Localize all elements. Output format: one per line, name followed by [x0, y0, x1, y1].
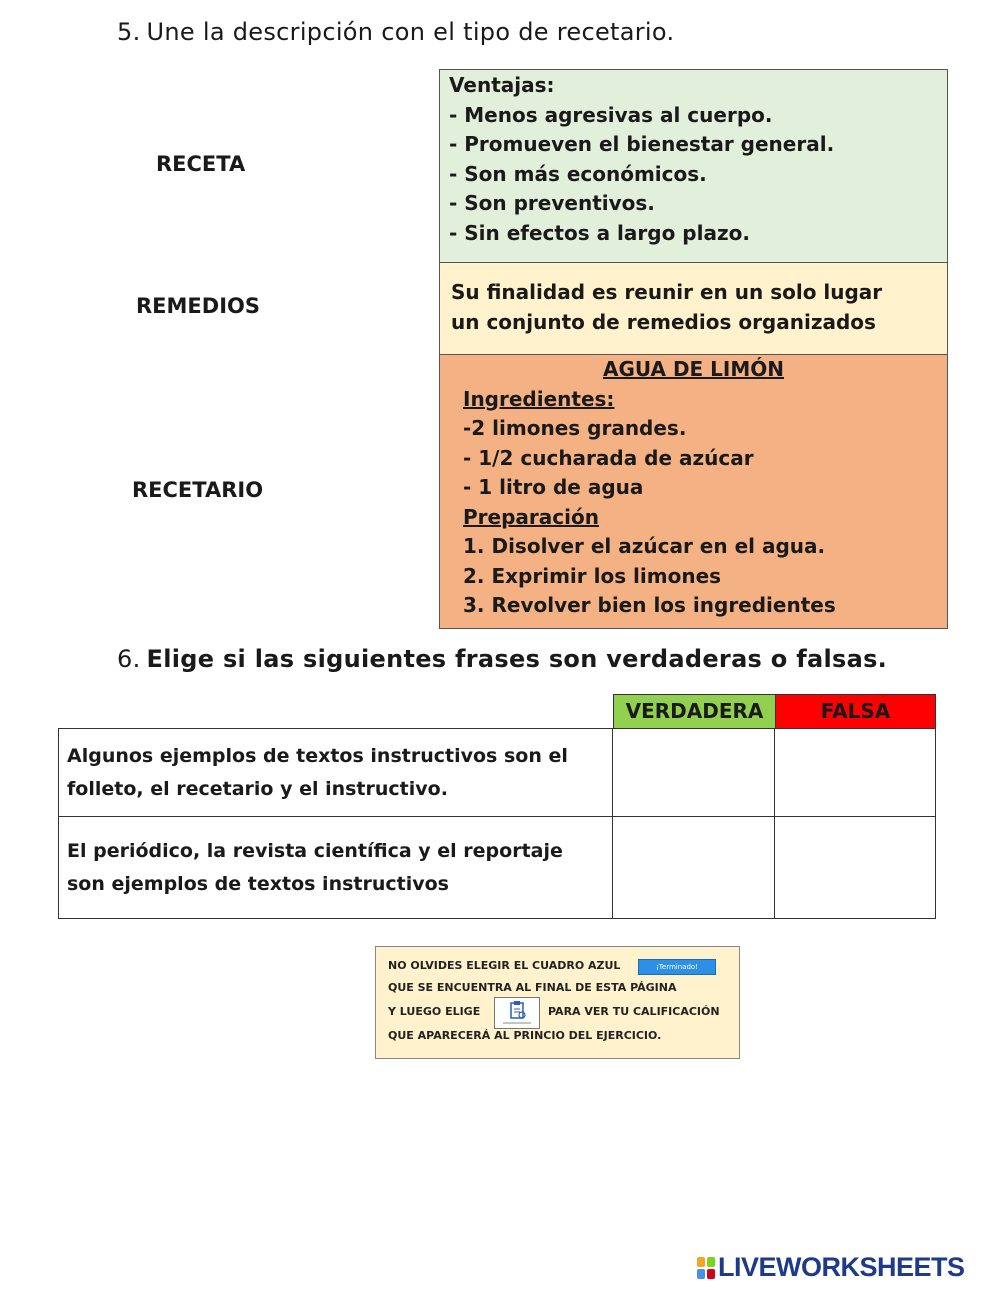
note-line-2: QUE SE ENCUENTRA AL FINAL DE ESTA PÁGINA: [388, 981, 677, 994]
description-box-advantages[interactable]: [439, 69, 948, 263]
liveworksheets-logo: [697, 1252, 965, 1283]
description-box-purpose[interactable]: [439, 262, 948, 355]
ingredient-item: -2 limones grandes.: [463, 416, 687, 440]
section5-heading: [117, 18, 674, 46]
preparation-heading: Preparación: [463, 504, 599, 529]
ingredient-item: - 1/2 cucharada de azúcar: [463, 445, 754, 470]
table-row: [59, 729, 936, 817]
purpose-line: Su finalidad es reunir en un solo lugar: [451, 280, 883, 304]
section5-title: Une la descripción con el tipo de recetario.: [146, 18, 675, 46]
clipboard-grade-icon: [494, 997, 540, 1029]
preparation-step: 3. Revolver bien los ingredientes: [463, 593, 836, 617]
section6-number: 6.: [117, 645, 141, 673]
recipe-title: AGUA DE LIMÓN: [602, 357, 784, 381]
preparation-step: 2. Exprimir los limones: [463, 563, 722, 588]
table-row: [59, 817, 936, 919]
term-recetario[interactable]: RECETARIO: [132, 478, 264, 502]
answer-false-2[interactable]: [775, 817, 936, 919]
true-false-table: [58, 728, 936, 919]
note-line-4: QUE APARECERÁ AL PRINCIO DEL EJERCICIO.: [388, 1029, 662, 1042]
preparation-step: 1. Disolver el azúcar en el agua.: [463, 534, 826, 558]
section5-number: 5.: [117, 18, 141, 46]
term-receta[interactable]: RECETA: [156, 152, 246, 176]
purpose-line: un conjunto de remedios organizados: [451, 309, 876, 334]
finish-button-sample: ¡Terminado!: [638, 959, 716, 975]
advantage-item: - Son más económicos.: [449, 161, 707, 186]
answer-true-1[interactable]: [613, 729, 775, 817]
note-line-3b: PARA VER TU CALIFICACIÓN: [548, 1005, 720, 1018]
brand-name: LIVEWORKSHEETS: [718, 1252, 965, 1282]
reminder-note: [375, 946, 740, 1059]
statement-cell: Algunos ejemplos de textos instructivos son el folleto, el recetario y el instructivo.: [59, 729, 613, 817]
term-remedios[interactable]: REMEDIOS: [136, 294, 260, 318]
advantage-item: - Son preventivos.: [449, 191, 655, 215]
note-line-1: NO OLVIDES ELEGIR EL CUADRO AZUL: [388, 959, 621, 972]
ingredient-item: - 1 litro de agua: [463, 475, 644, 499]
header-false: FALSA: [775, 694, 936, 729]
statement-cell: El periódico, la revista científica y el reportaje son ejemplos de textos instructivos: [59, 817, 613, 919]
answer-false-1[interactable]: [775, 729, 936, 817]
advantages-heading: Ventajas:: [449, 73, 555, 97]
answer-true-2[interactable]: [613, 817, 775, 919]
section6-heading: [117, 645, 887, 673]
section6-title: Elige si las siguientes frases son verdaderas o falsas.: [146, 645, 888, 673]
description-box-recipe[interactable]: [439, 354, 948, 629]
header-true: VERDADERA: [613, 694, 776, 729]
advantage-item: - Promueven el bienestar general.: [449, 132, 835, 156]
ingredients-heading: Ingredientes:: [463, 386, 615, 411]
advantage-item: - Menos agresivas al cuerpo.: [449, 102, 773, 127]
note-line-3a: Y LUEGO ELIGE: [388, 1005, 481, 1018]
advantage-item: - Sin efectos a largo plazo.: [449, 220, 750, 245]
logo-mark-icon: [697, 1257, 715, 1279]
